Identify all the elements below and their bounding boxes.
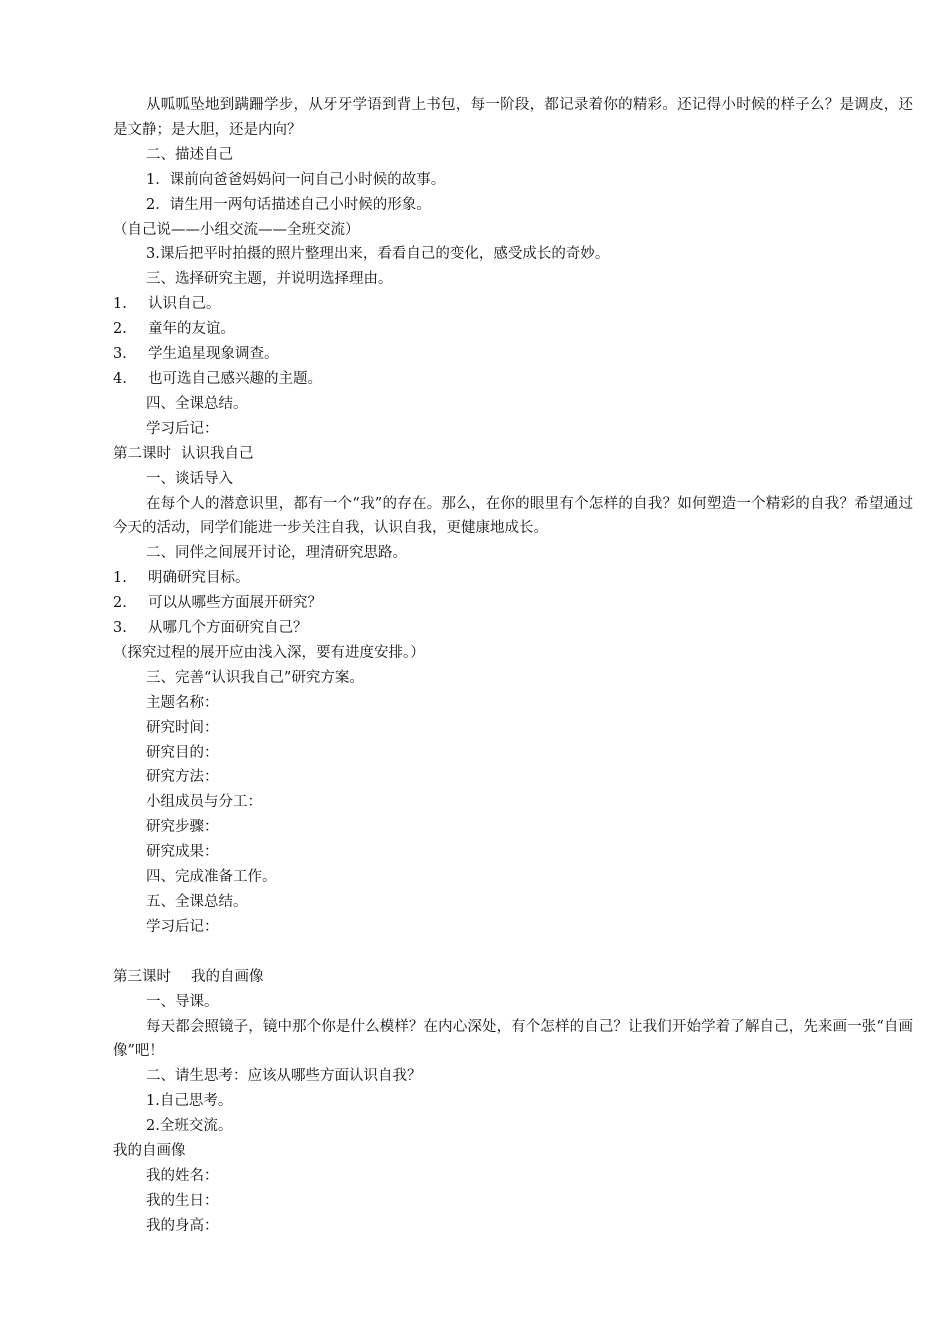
- list-item: 1.自己思考。: [146, 1093, 233, 1110]
- section-heading-intro: 一、导课。: [146, 993, 219, 1010]
- section-heading-prepare: 四、完成准备工作。: [146, 869, 277, 886]
- form-field-label: 研究步骤：: [146, 819, 219, 836]
- form-field-label: 我的身高：: [146, 1217, 219, 1234]
- list-item: 1. 明确研究目标。: [113, 570, 250, 587]
- form-field-label: 我的姓名：: [146, 1167, 219, 1184]
- form-field-label: 研究目的：: [146, 744, 219, 761]
- form-field-label: 主题名称：: [146, 694, 219, 711]
- section-heading-intro: 一、谈话导入: [146, 470, 233, 487]
- intro-paragraph: 从呱呱坠地到蹒跚学步，从牙牙学语到背上书包，每一阶段，都记录着你的精彩。还记得小时候的样子么？是调皮，还是文静；是大胆，还是内向？: [113, 97, 913, 138]
- section-heading-plan: 三、完善“认识我自己”研究方案。: [146, 669, 364, 686]
- notes-label: 学习后记：: [146, 918, 219, 935]
- list-item: 2．请生用一两句话描述自己小时候的形象。: [146, 196, 431, 213]
- flow-note: （自己说——小组交流——全班交流）: [113, 221, 360, 238]
- list-item: 3. 从哪几个方面研究自己？: [113, 620, 308, 637]
- list-item: 1．课前向爸爸妈妈问一问自己小时候的故事。: [146, 171, 446, 188]
- list-item: 3. 学生追星现象调查。: [113, 346, 279, 363]
- notes-label: 学习后记：: [146, 420, 219, 437]
- list-item: 2. 童年的友谊。: [113, 321, 235, 338]
- section-heading-summary: 五、全课总结。: [146, 894, 248, 910]
- form-field-label: 研究时间：: [146, 719, 219, 736]
- section-heading-summary: 四、全课总结。: [146, 395, 248, 412]
- section-heading-discuss: 二、同伴之间展开讨论，理清研究思路。: [146, 545, 407, 562]
- section-heading-think: 二、请生思考：应该从哪些方面认识自我？: [146, 1068, 422, 1085]
- form-field-label: 我的生日：: [146, 1192, 219, 1209]
- intro-paragraph: 每天都会照镜子，镜中那个你是什么模样？在内心深处，有个怎样的自己？让我们开始学着了解自己，先来画一张“自画像”吧！: [113, 1018, 913, 1060]
- section-heading-topic: 三、选择研究主题，并说明选择理由。: [146, 271, 393, 288]
- form-field-label: 研究方法：: [146, 769, 219, 786]
- document-body: [113, 93, 913, 1239]
- form-field-label: 研究成果：: [146, 844, 219, 861]
- list-item: 2. 可以从哪些方面展开研究？: [113, 595, 322, 612]
- intro-paragraph: 在每个人的潜意识里，都有一个“我”的存在。那么，在你的眼里有个怎样的自我？如何塑造一个精彩的自我？希望通过今天的活动，同学们能进一步关注自我，认识自我，更健康地成长。: [113, 495, 913, 537]
- portrait-title: 我的自画像: [113, 1143, 186, 1160]
- section-heading-describe: 二、描述自己: [146, 146, 233, 163]
- form-field-label: 小组成员与分工：: [146, 794, 262, 811]
- list-item: 1. 认识自己。: [113, 296, 221, 313]
- lesson-title: 第三课时 我的自画像: [113, 968, 264, 985]
- lesson-title: 第二课时 认识我自己: [113, 445, 254, 462]
- list-item: 4. 也可选自己感兴趣的主题。: [113, 370, 322, 387]
- list-item: 3.课后把平时拍摄的照片整理出来，看看自己的变化，感受成长的奇妙。: [146, 246, 610, 263]
- process-note: （探究过程的展开应由浅入深，要有进度安排。）: [113, 644, 425, 661]
- list-item: 2.全班交流。: [146, 1118, 233, 1135]
